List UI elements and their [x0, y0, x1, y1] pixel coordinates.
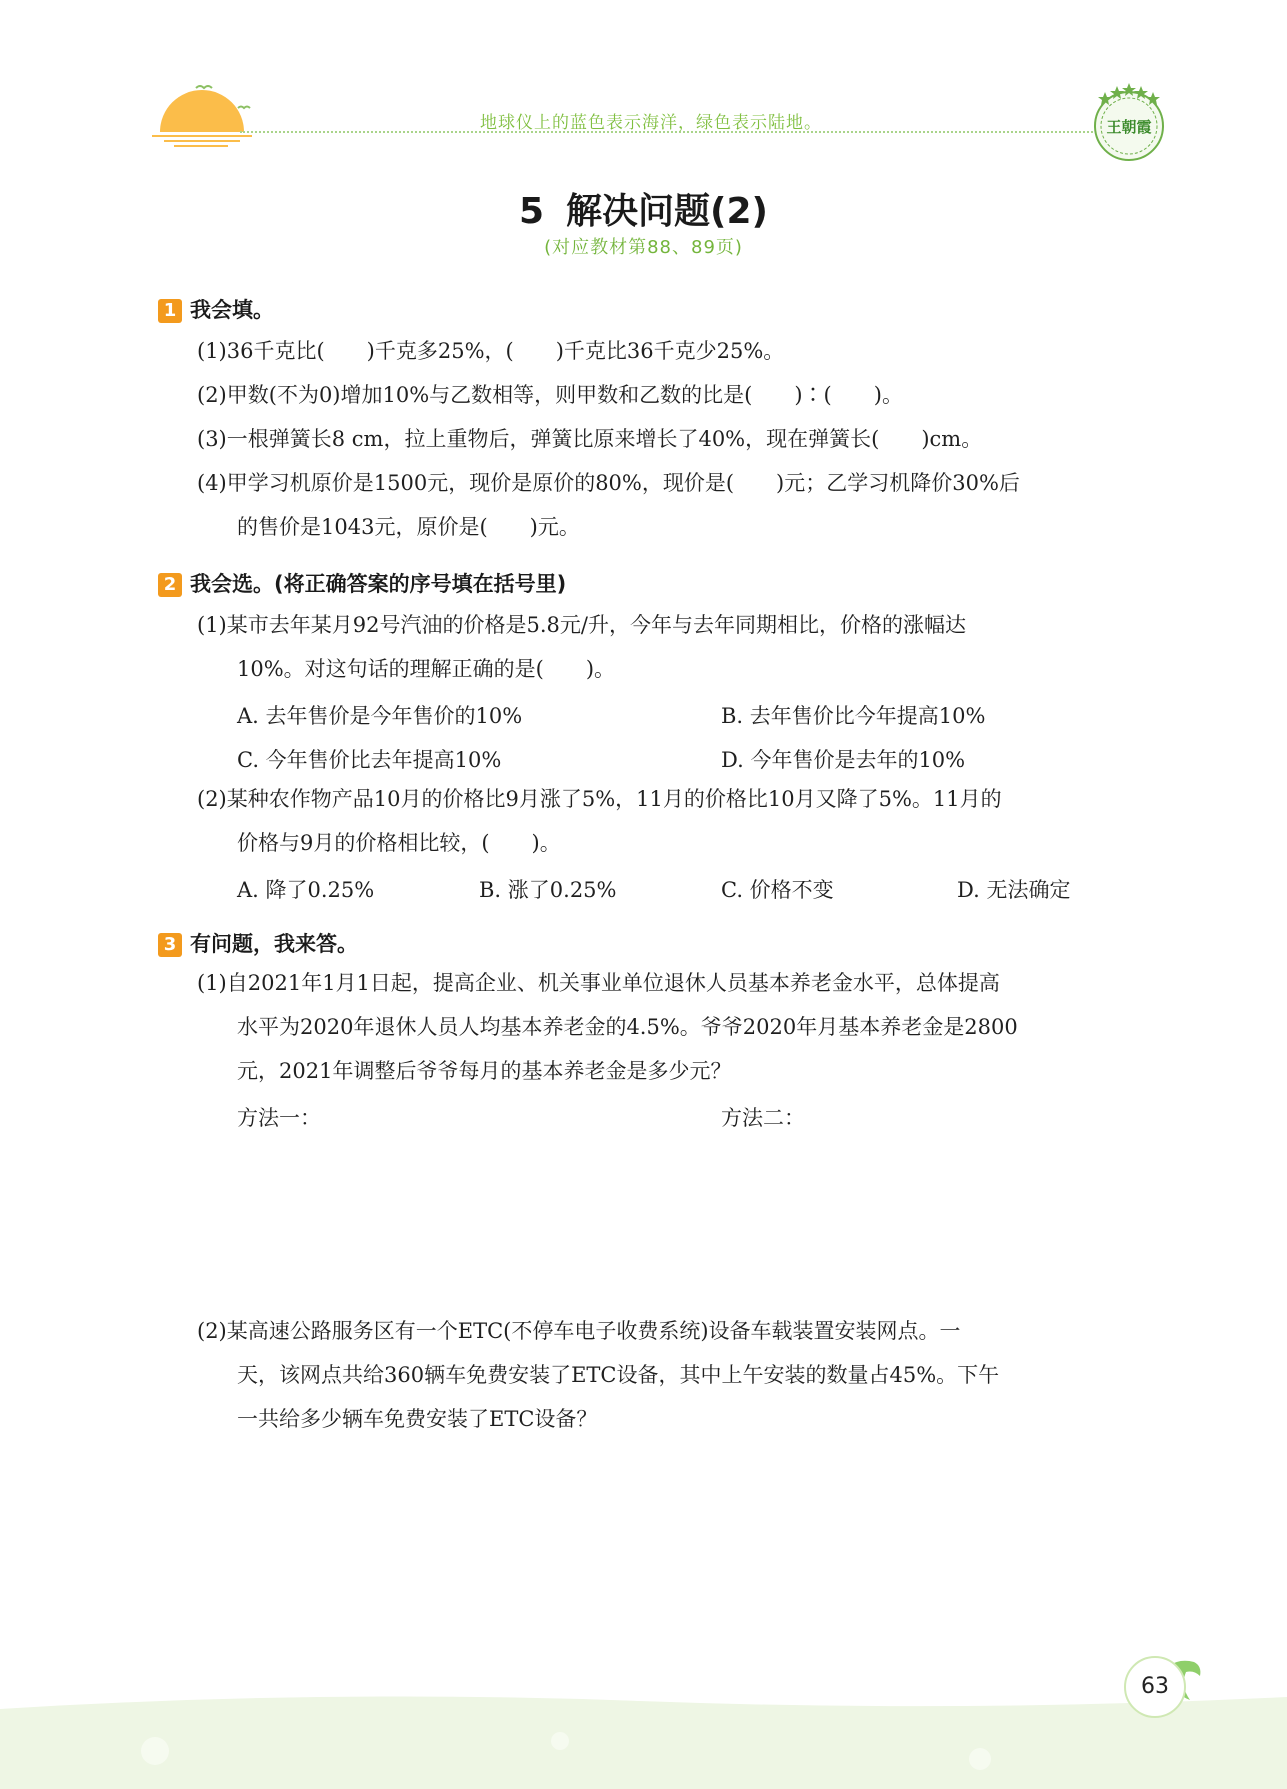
- option-2-1-c[interactable]: C. 今年售价比去年提高10%: [237, 748, 502, 772]
- question-1-1: (1)36千克比( )千克多25%，( )千克比36千克少25%。: [197, 339, 785, 363]
- header-tip: 地球仪上的蓝色表示海洋，绿色表示陆地。: [480, 113, 822, 133]
- footer-decoration: [0, 1679, 1287, 1789]
- lesson-number: 5: [518, 191, 545, 232]
- section-1-heading: [158, 294, 274, 324]
- question-3-1-cont-2: 元，2021年调整后爷爷每月的基本养老金是多少元？: [237, 1059, 732, 1083]
- option-2-1-d[interactable]: D. 今年售价是去年的10%: [721, 748, 966, 772]
- question-3-2-cont-1: 天，该网点共给360辆车免费安装了ETC设备，其中上午安装的数量占45%。下午: [237, 1363, 1000, 1387]
- logo-brand-text: 王朝霞: [1106, 118, 1152, 136]
- section-3-heading: [158, 928, 358, 958]
- option-2-2-d[interactable]: D. 无法确定: [957, 878, 1071, 902]
- option-2-1-b[interactable]: B. 去年售价比今年提高10%: [721, 704, 986, 728]
- method-one-label: 方法一：: [237, 1106, 321, 1130]
- question-2-2-cont: 价格与9月的价格相比较，( )。: [237, 831, 561, 855]
- section-3-title: 有问题，我来答。: [190, 932, 358, 956]
- question-1-3: (3)一根弹簧长8 cm，拉上重物后，弹簧比原来增长了40%，现在弹簧长( )cm。: [197, 427, 983, 451]
- method-two-label: 方法二：: [721, 1106, 805, 1130]
- question-2-2: (2)某种农作物产品10月的价格比9月涨了5%，11月的价格比10月又降了5%。11月的: [197, 787, 1002, 811]
- question-3-2: (2)某高速公路服务区有一个ETC(不停车电子收费系统)设备车载装置安装网点。一: [197, 1319, 961, 1343]
- question-2-1: (1)某市去年某月92号汽油的价格是5.8元/升，今年与去年同期相比，价格的涨幅达: [197, 613, 966, 637]
- option-2-2-c[interactable]: C. 价格不变: [721, 878, 834, 902]
- option-2-2-a[interactable]: A. 降了0.25%: [237, 878, 375, 902]
- question-3-2-cont-2: 一共给多少辆车免费安装了ETC设备？: [237, 1407, 598, 1431]
- question-1-4-cont: 的售价是1043元，原价是( )元。: [237, 515, 580, 539]
- section-2-title: 我会选。(将正确答案的序号填在括号里): [190, 572, 567, 596]
- section-1-title: 我会填。: [190, 298, 274, 322]
- lesson-title: 解决问题(2): [566, 191, 769, 232]
- section-2-badge: 2: [158, 573, 182, 597]
- question-3-1-cont-1: 水平为2020年退休人员人均基本养老金的4.5%。爷爷2020年月基本养老金是2800: [237, 1015, 1018, 1039]
- option-2-2-b[interactable]: B. 涨了0.25%: [479, 878, 617, 902]
- section-1-badge: 1: [158, 299, 182, 323]
- option-2-1-a[interactable]: A. 去年售价是今年售价的10%: [237, 704, 523, 728]
- textbook-reference: (对应教材第88、89页): [544, 237, 743, 258]
- section-3-badge: 3: [158, 933, 182, 957]
- sunset-icon: [152, 80, 282, 150]
- question-1-2: (2)甲数(不为0)增加10%与乙数相等，则甲数和乙数的比是( )∶( )。: [197, 383, 903, 407]
- page-number: 63: [1124, 1656, 1186, 1718]
- page-title: [0, 183, 1287, 234]
- question-1-4: (4)甲学习机原价是1500元，现价是原价的80%，现价是( )元；乙学习机降价30%后: [197, 471, 1020, 495]
- question-2-1-cont: 10%。对这句话的理解正确的是( )。: [237, 657, 616, 681]
- section-2-heading: [158, 568, 566, 598]
- question-3-1: (1)自2021年1月1日起，提高企业、机关事业单位退休人员基本养老金水平，总体提高: [197, 971, 1000, 995]
